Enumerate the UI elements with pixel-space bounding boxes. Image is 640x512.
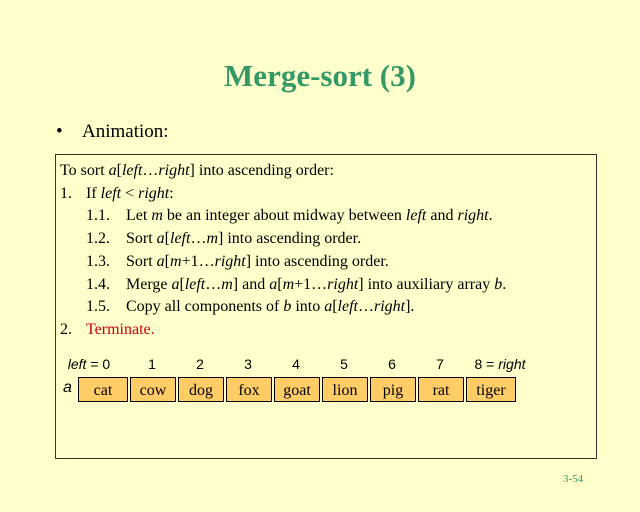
array-cell-6: pig xyxy=(370,377,416,402)
slide-title: Merge-sort (3) xyxy=(224,58,416,93)
array-index-7: 7 xyxy=(436,356,444,372)
terminate-text: Terminate. xyxy=(86,321,155,338)
array-index-5: 5 xyxy=(340,356,348,372)
algo-step-1-2: 1.2. Sort a[left…m] into ascending order. xyxy=(86,230,362,247)
array-cell-5: lion xyxy=(322,377,368,402)
algo-step-1-4: 1.4. Merge a[left…m] and a[m+1…right] into auxiliary array b. xyxy=(86,276,507,293)
array-cell-2: dog xyxy=(178,377,224,402)
array-cell-7: rat xyxy=(418,377,464,402)
algo-step-1-1: 1.1. Let m be an integer about midway between left and right. xyxy=(86,207,493,224)
array-cell-4: goat xyxy=(274,377,320,402)
bullet-text: Animation: xyxy=(82,121,169,142)
algo-header: To sort a[left…right] into ascending order: xyxy=(60,162,334,179)
array-index-6: 6 xyxy=(388,356,396,372)
array-cell-3: fox xyxy=(226,377,272,402)
array-cell-0: cat xyxy=(78,377,128,402)
bullet-glyph: • xyxy=(56,121,63,142)
algo-step-1-3: 1.3. Sort a[m+1…right] into ascending order. xyxy=(86,253,389,270)
array-index-0: left = 0 xyxy=(67,356,111,372)
algo-step-1-5: 1.5. Copy all components of b into a[left…right]. xyxy=(86,298,415,315)
array-index-1: 1 xyxy=(148,356,156,372)
page-number: 3-54 xyxy=(563,473,584,485)
array-cell-8: tiger xyxy=(466,377,516,402)
array-cell-1: cow xyxy=(130,377,176,402)
bullet-animation xyxy=(56,121,169,143)
array-name-label: a xyxy=(63,379,72,396)
algo-step-2: 2. Terminate. xyxy=(60,321,155,338)
array-index-2: 2 xyxy=(196,356,204,372)
array-index-3: 3 xyxy=(244,356,252,372)
array-index-8: 8 = right xyxy=(474,356,526,372)
array-index-4: 4 xyxy=(292,356,300,372)
algo-step-1: 1. If left < right: xyxy=(60,185,174,202)
